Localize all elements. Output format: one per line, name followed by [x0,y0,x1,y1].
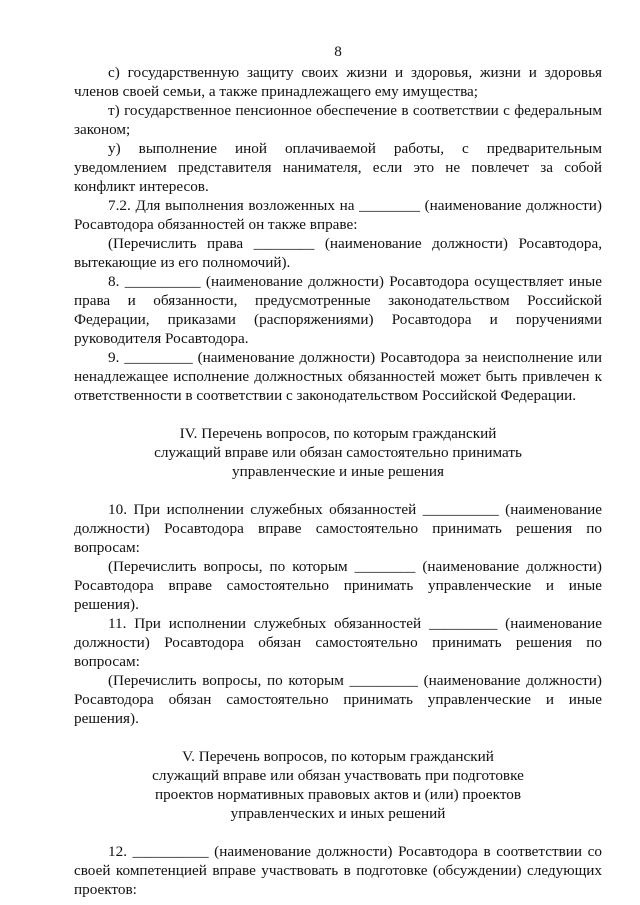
spacer [74,481,602,500]
section-5-heading [74,747,602,823]
paragraph-7-2: 7.2. Для выполнения возложенных на ________ (наименование должности) Росавтодора обязанностей он также вправе: [74,197,602,233]
paragraph-item-t: т) государственное пенсионное обеспечение в соответствии с федеральным законом; [74,102,602,138]
section-5-heading-line: проектов нормативных правовых актов и (или) проектов [154,786,522,803]
paragraph-rights-list: (Перечислить права ________ (наименование должности) Росавтодора, вытекающие из его полномочий). [74,235,602,271]
section-4-heading [74,424,602,481]
section-4-heading-line: служащий вправе или обязан самостоятельно принимать [154,444,522,461]
spacer [74,405,602,424]
paragraph-8: 8. __________ (наименование должности) Росавтодора осуществляет иные права и обязанности, предусмотренные законодательством Российской Федерации, приказами (распоряжениями) Росавтодора и поручениями руководителя Росавтодора. [74,273,602,347]
section-5-heading-line: управленческих и иных решений [230,805,446,822]
section-5-heading-line: V. Перечень вопросов, по которым гражданский [182,748,494,765]
spacer [74,728,602,747]
section-4-heading-line: IV. Перечень вопросов, по которым гражданский [179,425,497,442]
section-5-heading-line: служащий вправе или обязан участвовать при подготовке [152,767,524,784]
spacer [74,823,602,842]
section-4-heading-line: управленческие и иные решения [232,463,444,480]
paragraph-item-u: у) выполнение иной оплачиваемой работы, с предварительным уведомлением представителя нанимателя, если это не повлечет за собой конфликт интересов. [74,140,602,195]
paragraph-11: 11. При исполнении служебных обязанностей _________ (наименование должности) Росавтодора обязан самостоятельно принимать решения по вопросам: [74,615,602,670]
paragraph-10-list: (Перечислить вопросы, по которым ________ (наименование должности) Росавтодора вправе самостоятельно принимать управленческие и иные решения). [74,558,602,613]
paragraph-12: 12. __________ (наименование должности) Росавтодора в соответствии со своей компетенцией вправе участвовать в подготовке (обсуждении) следующих проектов: [74,843,602,898]
document-page [74,42,602,899]
paragraph-11-list: (Перечислить вопросы, по которым _________ (наименование должности) Росавтодора обязан самостоятельно принимать управленческие и иные решения). [74,672,602,727]
page-number: 8 [334,43,342,60]
paragraph-item-s: с) государственную защиту своих жизни и здоровья, жизни и здоровья членов своей семьи, а также принадлежащего ему имущества; [74,64,602,100]
paragraph-10: 10. При исполнении служебных обязанностей __________ (наименование должности) Росавтодора вправе самостоятельно принимать решения по вопросам: [74,501,602,556]
paragraph-9: 9. _________ (наименование должности) Росавтодора за неисполнение или ненадлежащее исполнение должностных обязанностей может быть привлечен к ответственности в соответствии с законодательством Российской Федерации. [74,349,602,404]
